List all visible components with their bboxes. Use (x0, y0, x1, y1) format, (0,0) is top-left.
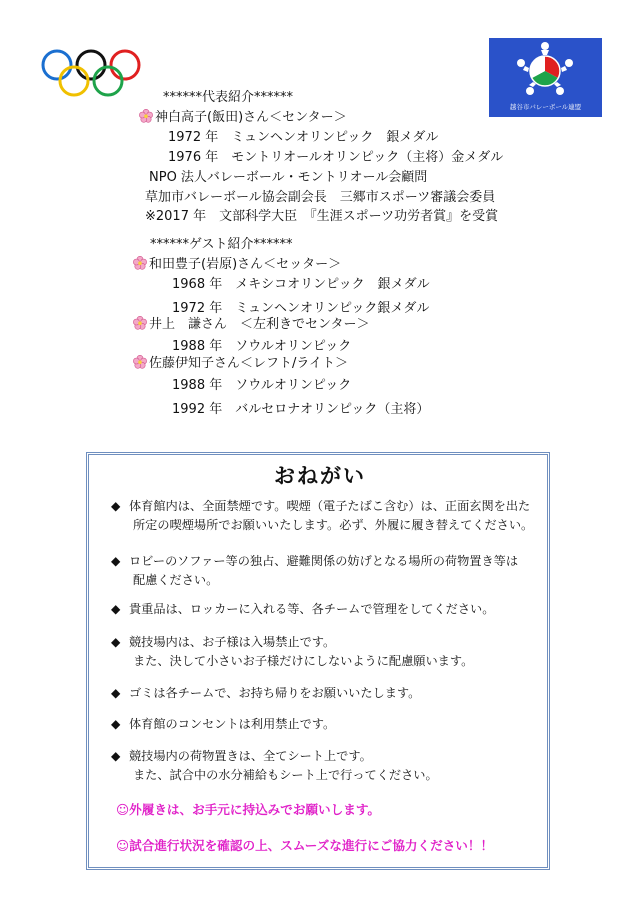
guest-line: 1992 年 バルセロナオリンピック（主将） (172, 402, 430, 417)
bullet-diamond-icon: ◆ (111, 602, 121, 616)
guest-line: 1972 年 ミュンヘンオリンピック銀メダル (172, 301, 430, 316)
bullet-diamond-icon: ◆ (111, 686, 121, 700)
volleyball-emblem-icon (489, 38, 602, 104)
rep-name: 神白高子(飯田)さん＜センター＞ (155, 110, 347, 125)
bullet-diamond-icon: ◆ (111, 717, 121, 731)
notice-item: ◆ ゴミは各チームで、お持ち帰りをお願いいたします。 (111, 684, 420, 703)
guest-name: 井上 謙さん ＜左利きでセンター＞ (149, 317, 370, 332)
rep-line: 1976 年 モントリオールオリンピック（主将）金メダル (168, 150, 504, 165)
flower-icon (133, 316, 147, 330)
association-logo (489, 38, 602, 117)
bullet-diamond-icon: ◆ (111, 749, 121, 763)
notice-item: ◆ 競技場内は、お子様は入場禁止です。 また、決して小さいお子様だけにしないように配慮願います。 (111, 635, 474, 668)
notice-title: おねがい (274, 464, 366, 488)
bullet-diamond-icon: ◆ (111, 554, 121, 568)
rep-line: 1972 年 ミュンヘンオリンピック 銀メダル (168, 130, 439, 145)
notice-item: ◆ 競技場内の荷物置きは、全てシート上です。 また、試合中の水分補給もシート上で行ってください。 (111, 749, 438, 782)
notice-item: ◆ 体育館のコンセントは利用禁止です。 (111, 715, 335, 734)
rep-heading: ******代表紹介****** (163, 90, 294, 105)
guest-line: 1968 年 メキシコオリンピック 銀メダル (172, 277, 430, 292)
bullet-diamond-icon: ◆ (111, 499, 121, 513)
rep-line: 草加市バレーボール協会副会長 三郷市スポーツ審議会委員 (145, 190, 496, 205)
guest-heading: ******ゲスト紹介****** (150, 237, 293, 252)
logo-label: 越谷市バレーボール連盟 (509, 103, 582, 111)
guest-entry (133, 355, 348, 373)
rep-line: NPO 法人バレーボール・モントリオール会顧問 (149, 170, 428, 185)
flower-icon (133, 355, 147, 369)
bullet-diamond-icon: ◆ (111, 635, 121, 649)
flower-icon (139, 109, 153, 123)
guest-name: 和田豊子(岩原)さん＜セッター＞ (149, 257, 342, 272)
olympic-rings-icon (40, 48, 142, 100)
guest-line: 1988 年 ソウルオリンピック (172, 339, 352, 354)
guest-line: 1988 年 ソウルオリンピック (172, 378, 352, 393)
rep-line: ※2017 年 文部科学大臣 『生涯スポーツ功労者賞』を受賞 (145, 209, 499, 224)
notice-item: ◆ ロビーのソファー等の独占、避難関係の妨げとなる場所の荷物置き等は 配慮ください。 (111, 554, 519, 587)
guest-name: 佐藤伊知子さん＜レフト/ライト＞ (149, 356, 348, 371)
footer-note: ☺外履きは、お手元に持込みでお願いします。 (116, 802, 380, 817)
notice-item: ◆ 体育館内は、全面禁煙です。喫煙（電子たばこ含む）は、正面玄関を出た 所定の喫煙場所でお願いいたします。必ず、外履に履き替えてください。 (111, 499, 534, 532)
guest-entry (133, 256, 341, 274)
rep-entry (139, 109, 347, 127)
footer-note: ☺試合進行状況を確認の上、スムーズな進行にご協力ください！！ (116, 838, 494, 853)
notice-item: ◆ 貴重品は、ロッカーに入れる等、各チームで管理をしてください。 (111, 600, 494, 619)
flower-icon (133, 256, 147, 270)
guest-entry (133, 316, 369, 334)
